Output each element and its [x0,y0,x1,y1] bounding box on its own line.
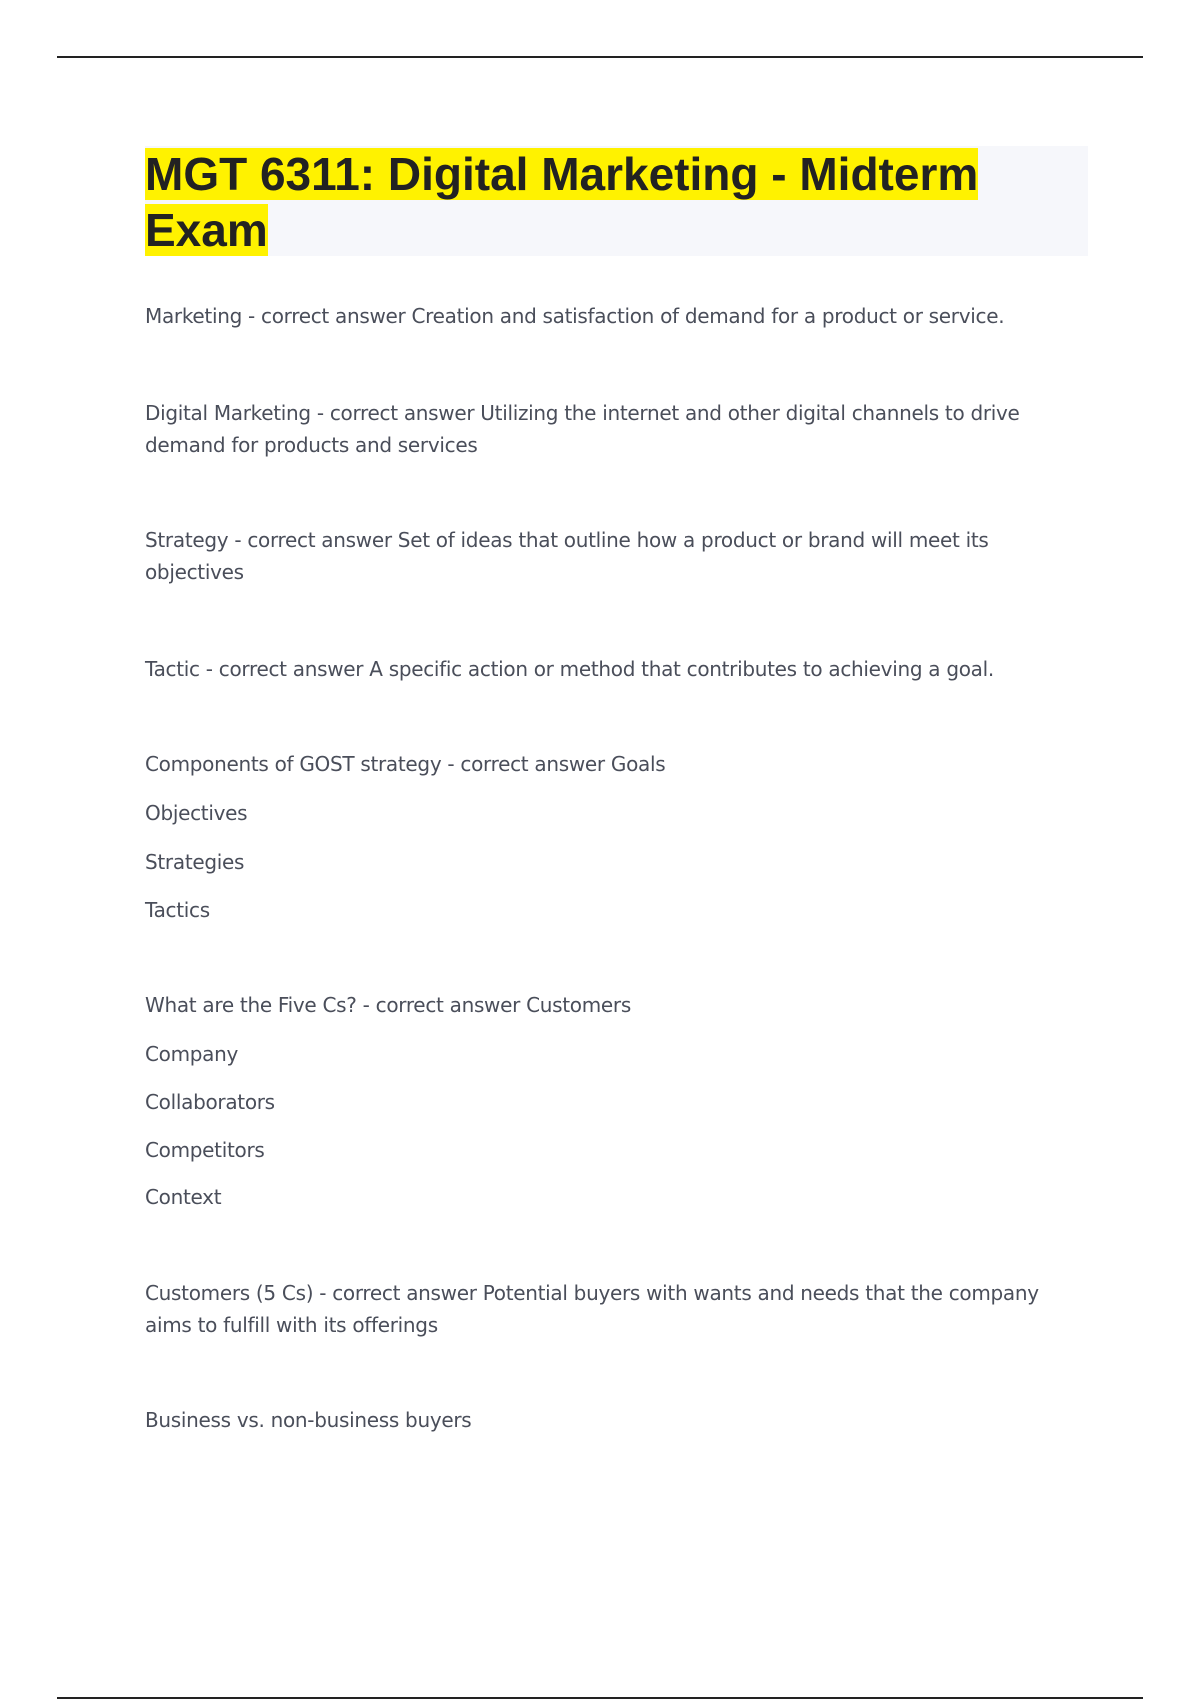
entry-marketing: Marketing - correct answer Creation and satisfaction of demand for a product or service. [145,304,1005,328]
five-cs-item: Collaborators [145,1090,275,1114]
entry-gost-question: Components of GOST strategy - correct answer Goals [145,752,666,776]
document-title [145,146,1088,258]
entry-five-cs-question: What are the Five Cs? - correct answer Customers [145,993,631,1017]
gost-item: Tactics [145,898,210,922]
entry-digital-marketing: Digital Marketing - correct answer Utilizing the internet and other digital channels to drive demand for products and services [145,401,1020,457]
top-rule [57,56,1143,58]
five-cs-item: Company [145,1042,239,1066]
entry-strategy: Strategy - correct answer Set of ideas that outline how a product or brand will meet its objectives [145,528,989,584]
entry-tactic: Tactic - correct answer A specific action or method that contributes to achieving a goal. [145,657,994,681]
five-cs-item: Context [145,1185,222,1209]
gost-item: Objectives [145,801,248,825]
title-highlight: MGT 6311: Digital Marketing - Midterm Exam [145,148,979,256]
entry-customers: Customers (5 Cs) - correct answer Potential buyers with wants and needs that the company aims to fulfill with its offerings [145,1281,1039,1337]
title-block [145,146,1088,256]
entry-business-buyers: Business vs. non-business buyers [145,1408,472,1432]
five-cs-item: Competitors [145,1138,265,1162]
gost-item: Strategies [145,850,245,874]
bottom-rule [57,1697,1143,1699]
